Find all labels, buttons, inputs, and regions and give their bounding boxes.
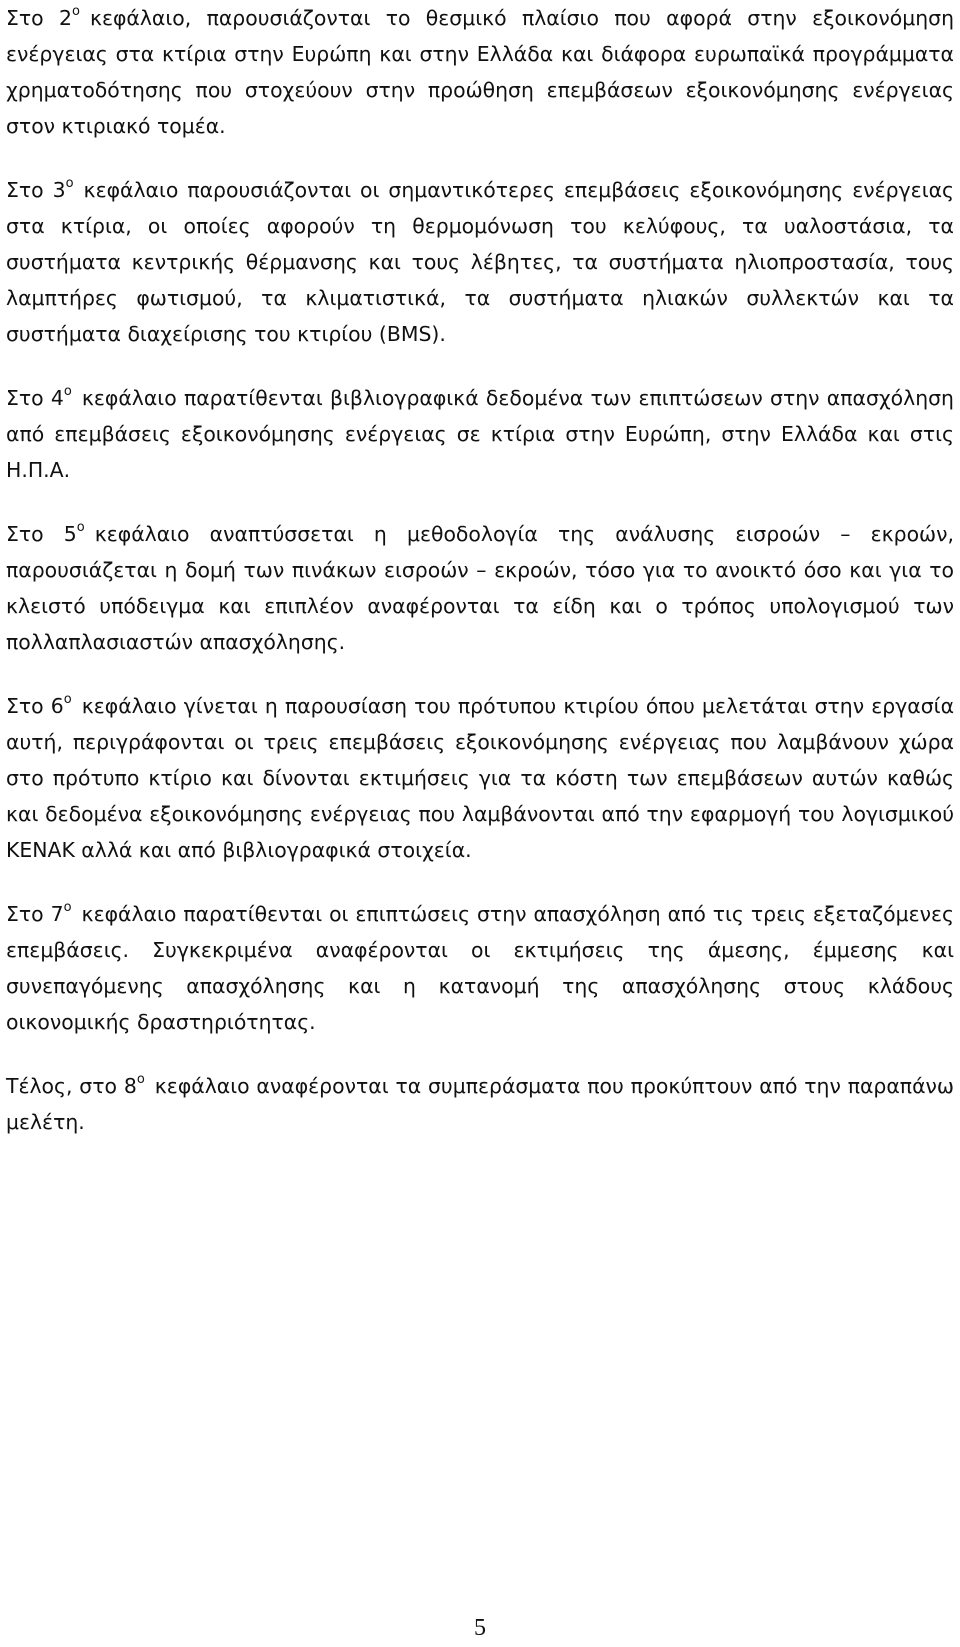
paragraph-text: κεφάλαιο παρουσιάζονται οι σημαντικότερες επεμβάσεις εξοικονόμησης ενέργειας στα κτίρια, οι οποίες αφορούν τη θερμομόνωση του κελύφους, τα υαλοστάσια, τα συστήματα κεντρικής θέρμανσης και τους λέβητες, τα συστήματα ηλιοπροστασία, τους λαμπτήρες φωτισμού, τα κλιματιστικά, τα συστήματα ηλιακών συλλεκτών και τα συστήματα διαχείρισης του κτιρίου (BMS). — [6, 178, 954, 346]
page-number: 5 — [474, 1615, 486, 1641]
paragraph-lead: Στο 6 — [6, 694, 64, 718]
ordinal-superscript: ο — [63, 384, 72, 400]
paragraph-lead: Τέλος, στο 8 — [6, 1074, 137, 1098]
ordinal-superscript: ο — [76, 520, 85, 536]
paragraph-text: κεφάλαιο αναφέρονται τα συμπεράσματα που προκύπτουν από την παραπάνω μελέτη. — [6, 1074, 954, 1134]
ordinal-superscript: ο — [63, 692, 72, 708]
paragraph-lead: Στο 2 — [6, 6, 72, 30]
paragraph-chapter-8 — [6, 1068, 954, 1140]
paragraph-text: κεφάλαιο παρατίθενται οι επιπτώσεις στην απασχόληση από τις τρεις εξεταζόμενες επεμβάσεις. Συγκεκριμένα αναφέρονται οι εκτιμήσεις της άμεσης, έμμεσης και συνεπαγόμενης απασχόλησης και η κατανομή της απασχόλησης στους κλάδους οικονομικής δραστηριότητας. — [6, 902, 954, 1034]
paragraph-lead: Στο 4 — [6, 386, 64, 410]
ordinal-superscript: ο — [65, 176, 74, 192]
ordinal-superscript: ο — [63, 900, 72, 916]
paragraph-chapter-4 — [6, 380, 954, 488]
ordinal-superscript: ο — [136, 1072, 145, 1088]
paragraph-lead: Στο 3 — [6, 178, 66, 202]
paragraph-chapter-7 — [6, 896, 954, 1040]
paragraph-lead: Στο 5 — [6, 522, 77, 546]
ordinal-superscript: ο — [71, 4, 80, 20]
paragraph-chapter-3 — [6, 172, 954, 352]
paragraph-chapter-2 — [6, 0, 954, 144]
paragraph-text: κεφάλαιο, παρουσιάζονται το θεσμικό πλαίσιο που αφορά στην εξοικονόμηση ενέργειας στα κτίρια στην Ευρώπη και στην Ελλάδα και διάφορα ευρωπαϊκά προγράμματα χρηματοδότησης που στοχεύουν στην προώθηση επεμβάσεων εξοικονόμησης ενέργειας στον κτιριακό τομέα. — [6, 6, 955, 138]
paragraph-chapter-5 — [6, 516, 954, 660]
document-body — [6, 0, 954, 1168]
paragraph-text: κεφάλαιο αναπτύσσεται η μεθοδολογία της ανάλυσης εισροών – εκροών, παρουσιάζεται η δομή των πινάκων εισροών – εκροών, τόσο για το ανοικτό όσο και για το κλειστό υπόδειγμα και επιπλέον αναφέρονται τα είδη και ο τρόπος υπολογισμού των πολλαπλασιαστών απασχόλησης. — [6, 522, 954, 654]
paragraph-text: κεφάλαιο γίνεται η παρουσίαση του πρότυπου κτιρίου όπου μελετάται στην εργασία αυτή, περιγράφονται οι τρεις επεμβάσεις εξοικονόμησης ενέργειας που λαμβάνουν χώρα στο πρότυπο κτίριο και δίνονται εκτιμήσεις για τα κόστη των επεμβάσεων αυτών καθώς και δεδομένα εξοικονόμησης ενέργειας που λαμβάνονται από την εφαρμογή του λογισμικού ΚΕΝΑΚ αλλά και από βιβλιογραφικά στοιχεία. — [6, 694, 955, 862]
paragraph-chapter-6 — [6, 688, 954, 868]
paragraph-text: κεφάλαιο παρατίθενται βιβλιογραφικά δεδομένα των επιπτώσεων στην απασχόληση από επεμβάσεις εξοικονόμησης ενέργειας σε κτίρια στην Ευρώπη, στην Ελλάδα και στις Η.Π.Α. — [6, 386, 954, 482]
paragraph-lead: Στο 7 — [6, 902, 64, 926]
